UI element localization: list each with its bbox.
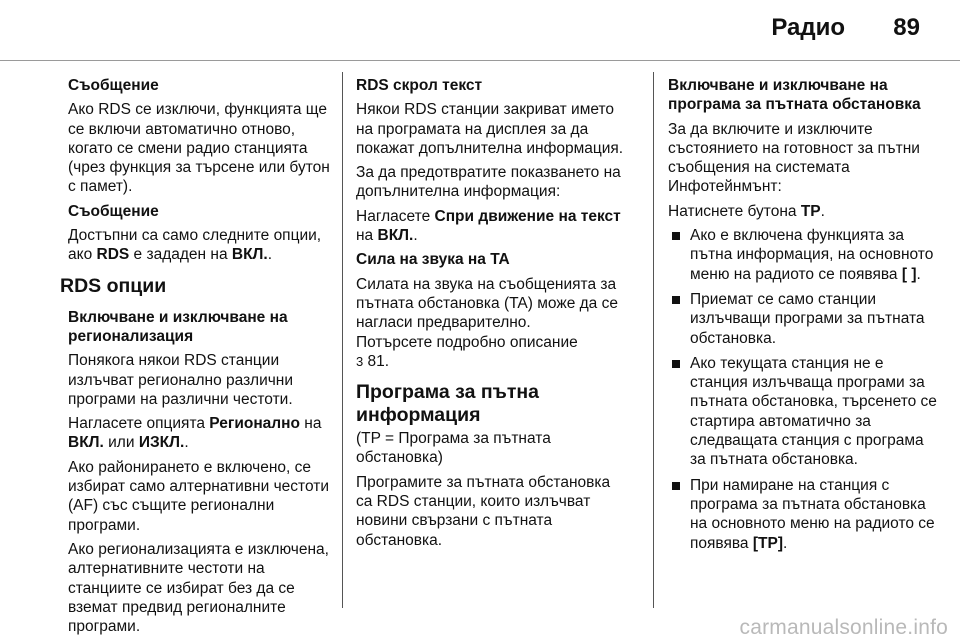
subsection-title: Включване и изключване на регионализация bbox=[68, 308, 288, 345]
page-footer bbox=[0, 614, 960, 642]
paragraph: Ако регионализацията е изключена, алтернативните честоти на станциите се избират без да се вземат предвид регионалните програми. bbox=[68, 540, 329, 636]
paragraph: Потърсете подробно описание bbox=[356, 333, 578, 351]
text-run: Регионално bbox=[209, 415, 300, 433]
text-run: Нагласете bbox=[356, 207, 435, 225]
column-divider bbox=[342, 72, 343, 608]
note-text bbox=[68, 226, 334, 265]
section-heading: Програма за пътна информация bbox=[356, 381, 540, 427]
list-item bbox=[668, 476, 938, 553]
paragraph bbox=[356, 207, 628, 246]
text-run: . bbox=[267, 246, 273, 264]
paragraph: За да предотвратите показването на допълнителна информация: bbox=[356, 164, 621, 201]
note-text: Ако RDS се изключи, функцията ще се включи автоматично отново, когато се смени радио станцията (чрез функция за търсене или бутон с памет). bbox=[68, 101, 330, 196]
text-run: TP bbox=[800, 202, 821, 220]
text-run: Нагласете опцията bbox=[68, 415, 210, 433]
text-run: ВКЛ. bbox=[231, 246, 268, 264]
text-run: ВКЛ. bbox=[377, 227, 414, 245]
bullet-list bbox=[668, 226, 938, 553]
page-number: 89 bbox=[893, 14, 920, 41]
text-run: [TP] bbox=[752, 534, 783, 552]
paragraph: Ако районирането е включено, се избират само алтернативни честоти (AF) със същите регионални програми. bbox=[68, 458, 329, 534]
note-title: Съобщение bbox=[68, 202, 159, 220]
paragraph: Понякога някои RDS станции излъчват регионално различни програми на различни честоти. bbox=[68, 352, 294, 408]
text-run: . bbox=[783, 534, 788, 552]
paragraph bbox=[68, 414, 334, 453]
list-item bbox=[668, 290, 938, 348]
text-run: или bbox=[103, 434, 139, 452]
subsection-title: RDS скрол текст bbox=[356, 77, 483, 94]
text-run: на bbox=[356, 227, 378, 245]
text-run: При намиране на станция с програма за пътната обстановка на основното меню на радиото се появява bbox=[690, 476, 935, 552]
subsection-title: Включване и изключване на програма за пътната обстановка bbox=[668, 77, 921, 114]
text-run: 81. bbox=[363, 352, 390, 370]
text-run: е зададен на bbox=[129, 246, 232, 264]
text-run: Приемат се само станции излъчващи програми за пътната обстановка. bbox=[690, 290, 925, 347]
square-bullet-icon bbox=[672, 232, 680, 240]
column-right bbox=[668, 76, 938, 559]
note-title: Съобщение bbox=[68, 77, 159, 94]
text-run: ВКЛ. bbox=[68, 434, 104, 452]
text-run: RDS bbox=[96, 246, 130, 264]
section-heading: RDS опции bbox=[60, 274, 167, 297]
page-header bbox=[0, 0, 960, 61]
square-bullet-icon bbox=[672, 482, 680, 490]
column-middle bbox=[356, 76, 628, 555]
square-bullet-icon bbox=[672, 360, 680, 368]
square-bullet-icon bbox=[672, 296, 680, 304]
text-run: Спри движение на текст bbox=[434, 207, 621, 225]
text-run: на bbox=[299, 415, 322, 433]
column-left bbox=[60, 76, 334, 641]
watermark-link[interactable]: carmanualsonline.info bbox=[739, 616, 948, 639]
list-item bbox=[668, 226, 938, 284]
paragraph: (TP = Програма за пътната обстановка) bbox=[356, 430, 551, 467]
text-run: . bbox=[820, 202, 825, 220]
paragraph bbox=[668, 202, 938, 221]
text-run: ИЗКЛ. bbox=[138, 434, 185, 452]
section-title: Радио bbox=[771, 14, 845, 41]
text-run: . bbox=[184, 434, 189, 452]
list-item bbox=[668, 354, 938, 470]
text-run: Достъпни са само следните опции, ако bbox=[68, 227, 322, 264]
page-ref-arrow-icon: 3 bbox=[356, 353, 364, 369]
text-run: Натиснете бутона bbox=[668, 202, 801, 220]
column-divider bbox=[653, 72, 654, 608]
text-run: . bbox=[413, 227, 418, 245]
page-reference bbox=[356, 352, 628, 371]
subsection-title: Сила на звука на TA bbox=[356, 251, 510, 269]
text-run: [ ] bbox=[901, 265, 917, 283]
text-run: Ако е включена функцията за пътна информация, на основното меню на радиото се появява bbox=[690, 227, 934, 283]
text-run: Ако текущата станция не е станция излъчваща програми за пътната обстановка, търсенето се стартира автоматично за следващата станция с програма за пътната обстановка. bbox=[690, 354, 937, 469]
paragraph: Програмите за пътната обстановка са RDS станции, които излъчват новини свързани с пътната обстановка. bbox=[356, 473, 611, 549]
paragraph: За да включите и изключите състоянието на готовност за пътни съобщения на системата Инфотейнмънт: bbox=[668, 120, 920, 196]
text-run: . bbox=[916, 265, 921, 283]
paragraph: Някои RDS станции закриват името на програмата на дисплея за да покажат допълнителна информация. bbox=[356, 101, 624, 157]
paragraph: Силата на звука на съобщенията за пътната обстановка (TA) може да се нагласи предварително. bbox=[356, 275, 618, 332]
